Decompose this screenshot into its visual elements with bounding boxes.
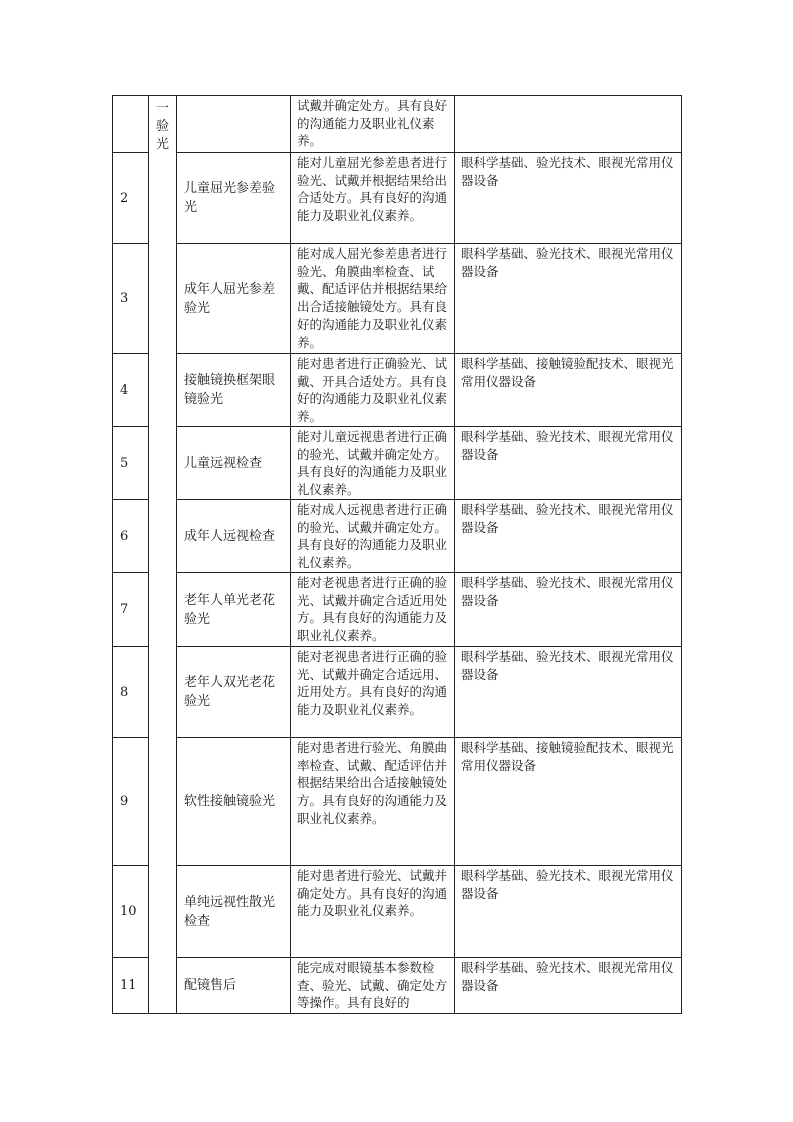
task-knowledge: 眼科学基础、验光技术、眼视光常用仪器设备	[455, 866, 682, 958]
task-requirement: 能对儿童屈光参差患者进行验光、试戴并根据结果给出合适处方。具有良好的沟通能力及职业礼仪素养。	[291, 153, 455, 244]
table-row	[113, 153, 682, 244]
task-requirement: 试戴并确定处方。具有良好的沟通能力及职业礼仪素养。	[291, 96, 455, 153]
row-number: 4	[113, 354, 149, 427]
table-row	[113, 573, 682, 647]
task-name: 老年人双光老花验光	[177, 647, 291, 738]
task-knowledge: 眼科学基础、验光技术、眼视光常用仪器设备	[455, 244, 682, 354]
row-number: 9	[113, 738, 149, 866]
table-row	[113, 647, 682, 738]
category-label: 一验光	[155, 101, 169, 152]
task-requirement: 能对老视患者进行正确的验光、试戴并确定合适近用处方。具有良好的沟通能力及职业礼仪素养。	[291, 573, 455, 647]
task-knowledge	[455, 96, 682, 153]
task-knowledge: 眼科学基础、验光技术、眼视光常用仪器设备	[455, 573, 682, 647]
row-number: 7	[113, 573, 149, 647]
task-requirement: 能对患者进行验光、试戴并确定处方。具有良好的沟通能力及职业礼仪素养。	[291, 866, 455, 958]
table-row	[113, 96, 682, 153]
row-number: 6	[113, 500, 149, 573]
task-knowledge: 眼科学基础、验光技术、眼视光常用仪器设备	[455, 647, 682, 738]
task-requirement: 能对成人屈光参差患者进行验光、角膜曲率检查、试戴、配适评估并根据结果给出合适接触镜处方。具有良好的沟通能力及职业礼仪素养。	[291, 244, 455, 354]
task-knowledge: 眼科学基础、验光技术、眼视光常用仪器设备	[455, 153, 682, 244]
task-name: 单纯远视性散光检查	[177, 866, 291, 958]
table-row	[113, 958, 682, 1014]
task-name: 儿童远视检查	[177, 427, 291, 500]
task-knowledge: 眼科学基础、验光技术、眼视光常用仪器设备	[455, 500, 682, 573]
row-number: 8	[113, 647, 149, 738]
task-name: 儿童屈光参差验光	[177, 153, 291, 244]
task-knowledge: 眼科学基础、验光技术、眼视光常用仪器设备	[455, 958, 682, 1014]
task-knowledge: 眼科学基础、接触镜验配技术、眼视光常用仪器设备	[455, 354, 682, 427]
task-name: 成年人远视检查	[177, 500, 291, 573]
row-number: 3	[113, 244, 149, 354]
table-row	[113, 427, 682, 500]
row-number: 11	[113, 958, 149, 1014]
task-requirement: 能对老视患者进行正确的验光、试戴并确定合适远用、近用处方。具有良好的沟通能力及职业礼仪素养。	[291, 647, 455, 738]
task-name: 配镜售后	[177, 958, 291, 1014]
task-name: 接触镜换框架眼镜验光	[177, 354, 291, 427]
curriculum-table	[112, 95, 682, 1014]
row-number	[113, 96, 149, 153]
task-knowledge: 眼科学基础、验光技术、眼视光常用仪器设备	[455, 427, 682, 500]
row-number: 2	[113, 153, 149, 244]
table-row	[113, 244, 682, 354]
task-knowledge: 眼科学基础、接触镜验配技术、眼视光常用仪器设备	[455, 738, 682, 866]
task-name: 软性接触镜验光	[177, 738, 291, 866]
task-requirement: 能对儿童远视患者进行正确的验光、试戴并确定处方。具有良好的沟通能力及职业礼仪素养。	[291, 427, 455, 500]
table-row	[113, 354, 682, 427]
task-requirement: 能对患者进行验光、角膜曲率检查、试戴、配适评估并根据结果给出合适接触镜处方。具有良好的沟通能力及职业礼仪素养。	[291, 738, 455, 866]
table-row	[113, 738, 682, 866]
row-number: 10	[113, 866, 149, 958]
row-number: 5	[113, 427, 149, 500]
task-requirement: 能完成对眼镜基本参数检查、验光、试戴、确定处方等操作。具有良好的	[291, 958, 455, 1014]
table-row	[113, 500, 682, 573]
category-cell	[149, 96, 177, 1014]
task-requirement: 能对成人远视患者进行正确的验光、试戴并确定处方。具有良好的沟通能力及职业礼仪素养。	[291, 500, 455, 573]
task-name: 老年人单光老花验光	[177, 573, 291, 647]
task-name	[177, 96, 291, 153]
task-name: 成年人屈光参差验光	[177, 244, 291, 354]
table-row	[113, 866, 682, 958]
task-requirement: 能对患者进行正确验光、试戴、开具合适处方。具有良好的沟通能力及职业礼仪素养。	[291, 354, 455, 427]
